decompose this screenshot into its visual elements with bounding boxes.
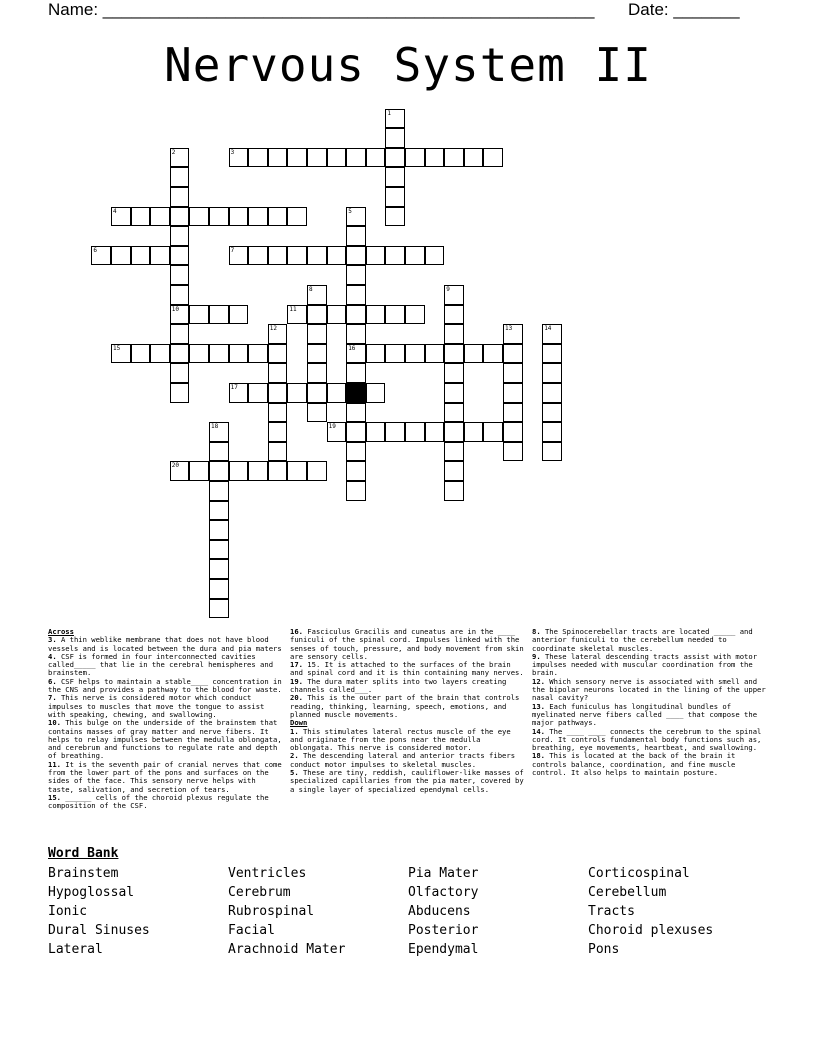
grid-cell[interactable] xyxy=(268,148,288,168)
grid-cell[interactable] xyxy=(209,501,229,521)
clue-label: 8. xyxy=(532,627,541,636)
grid-cell[interactable] xyxy=(268,363,288,383)
clues-heading: Across xyxy=(48,627,74,636)
grid-cell[interactable] xyxy=(425,422,445,442)
grid-cell[interactable] xyxy=(268,344,288,364)
grid-cell[interactable] xyxy=(91,246,111,266)
clues-column-1 xyxy=(48,628,284,811)
clue xyxy=(290,661,526,678)
clue-text: CSF helps to maintain a stable____ concentration in the CNS and provides a pathway to the blood for waste. xyxy=(48,676,282,695)
grid-cell[interactable] xyxy=(229,207,249,227)
grid-cell[interactable] xyxy=(307,148,327,168)
clue-number: 20 xyxy=(171,462,180,470)
grid-cell[interactable] xyxy=(307,285,327,305)
grid-cell[interactable] xyxy=(209,599,229,619)
grid-cell[interactable] xyxy=(209,461,229,481)
grid-cell[interactable] xyxy=(209,579,229,599)
grid-cell[interactable] xyxy=(542,403,562,423)
grid-cell[interactable] xyxy=(425,344,445,364)
word-bank-word: Olfactory xyxy=(408,885,479,900)
clue-text: This is the outer part of the brain that controls reading, thinking, learning, speech, emotions, and planned muscle movements. xyxy=(290,693,520,719)
word-bank-word: Arachnoid Mater xyxy=(228,942,346,957)
grid-cell[interactable] xyxy=(327,422,347,442)
puzzle-title: Nervous System II xyxy=(164,38,652,92)
grid-cell[interactable] xyxy=(268,246,288,266)
word-bank-word: Brainstem xyxy=(48,866,119,881)
clue-text: This is located at the back of the brain it controls balance, coordination, and fine muscle control. It also helps to maintain posture. xyxy=(532,751,736,778)
grid-cell[interactable] xyxy=(229,461,249,481)
clue-text: This stimulates lateral rectus muscle of the eye and originate from the pons near the medulla oblongata. This nerve is considered motor. xyxy=(290,726,511,753)
grid-cell[interactable] xyxy=(327,246,347,266)
clue xyxy=(48,678,284,695)
grid-cell[interactable] xyxy=(444,461,464,481)
grid-cell[interactable] xyxy=(150,344,170,364)
word-bank-word: Hypoglossal xyxy=(48,885,135,900)
clue-text: A thin weblike membrane that does not have blood vessels and is located between the dura and pia maters xyxy=(48,635,282,653)
clue xyxy=(48,636,284,653)
grid-cell[interactable] xyxy=(483,422,503,442)
word-bank-word: Cerebrum xyxy=(228,885,291,900)
grid-cell[interactable] xyxy=(385,148,405,168)
grid-cell[interactable] xyxy=(248,207,268,227)
clue-number: 4 xyxy=(113,207,117,215)
word-bank-word: Corticospinal xyxy=(588,866,690,881)
grid-cell[interactable] xyxy=(503,344,523,364)
grid-cell[interactable] xyxy=(170,265,190,285)
grid-cell[interactable] xyxy=(209,305,229,325)
clue-number: 2 xyxy=(171,148,176,156)
word-bank-word: Lateral xyxy=(48,942,103,957)
grid-cell[interactable] xyxy=(385,128,405,148)
grid-cell[interactable] xyxy=(385,422,405,442)
clue-number: 16 xyxy=(348,344,356,352)
grid-cell[interactable] xyxy=(209,481,229,501)
clue-label: 11. xyxy=(48,759,61,769)
clue-text: These lateral descending tracts assist with motor impulses needed with muscular coordination from the brain. xyxy=(532,651,758,678)
grid-cell[interactable] xyxy=(346,265,366,285)
grid-cell[interactable] xyxy=(346,442,366,462)
clue-label: 20. xyxy=(290,693,303,703)
grid-cell[interactable] xyxy=(170,226,190,246)
grid-cell[interactable] xyxy=(385,305,405,325)
grid-cell[interactable] xyxy=(366,344,386,364)
word-bank-word: Rubrospinal xyxy=(228,904,315,919)
clue xyxy=(290,752,526,769)
grid-cell[interactable] xyxy=(346,226,366,246)
grid-cell[interactable] xyxy=(385,246,405,266)
grid-cell[interactable] xyxy=(503,324,523,344)
grid-cell[interactable] xyxy=(307,305,327,325)
grid-cell[interactable] xyxy=(150,246,170,266)
grid-cell[interactable] xyxy=(248,383,268,403)
clue-number: 15 xyxy=(113,344,121,352)
clue-text: The dura mater splits into two layers creating channels called___. xyxy=(290,676,507,695)
grid-cell[interactable] xyxy=(405,246,425,266)
grid-cell[interactable] xyxy=(366,305,386,325)
grid-cell[interactable] xyxy=(268,442,288,462)
grid-cell[interactable] xyxy=(307,363,327,383)
clue-label: 19. xyxy=(290,676,303,686)
grid-cell[interactable] xyxy=(346,403,366,423)
clues-column-3 xyxy=(532,628,768,777)
word-bank-word: Ependymal xyxy=(408,942,479,957)
grid-cell[interactable] xyxy=(346,344,366,364)
clue xyxy=(48,719,284,760)
clue-label: 14. xyxy=(532,726,545,736)
grid-cell[interactable] xyxy=(464,422,484,442)
clue xyxy=(48,794,284,811)
grid-cell[interactable] xyxy=(209,207,229,227)
grid-cell[interactable] xyxy=(170,285,190,305)
grid-cell[interactable] xyxy=(268,324,288,344)
grid-cell[interactable] xyxy=(287,383,307,403)
grid-cell[interactable] xyxy=(131,246,151,266)
grid-cell[interactable] xyxy=(189,305,209,325)
grid-cell[interactable] xyxy=(209,442,229,462)
clue-label: 16. xyxy=(290,627,303,636)
clue-number: 14 xyxy=(544,325,552,333)
clue-number: 11 xyxy=(289,305,297,313)
grid-cell[interactable] xyxy=(209,540,229,560)
clue-number: 12 xyxy=(269,325,278,333)
grid-cell[interactable] xyxy=(209,422,229,442)
grid-cell[interactable] xyxy=(405,148,425,168)
date-field-label: Date: _______ xyxy=(628,0,740,19)
clue-number: 8 xyxy=(309,286,313,293)
clue-number: 13 xyxy=(505,325,513,333)
clue xyxy=(48,694,284,719)
grid-cell[interactable] xyxy=(483,344,503,364)
grid-cell[interactable] xyxy=(287,148,307,168)
clue-label: 7. xyxy=(48,693,57,703)
clue xyxy=(532,752,768,777)
clue-text: The ____ ____ connects the cerebrum to the spinal cord. It controls fundamental body functions such as, breathing, eye movements, heartbeat, and swallowing. xyxy=(532,726,762,753)
grid-cell[interactable] xyxy=(170,363,190,383)
clue-number: 3 xyxy=(230,148,235,156)
grid-cell[interactable] xyxy=(170,167,190,187)
grid-cell[interactable] xyxy=(444,285,464,305)
name-field-label: Name: ____________________________________________________ xyxy=(48,0,595,19)
grid-cell[interactable] xyxy=(366,246,386,266)
grid-cell[interactable] xyxy=(287,461,307,481)
grid-cell[interactable] xyxy=(209,344,229,364)
grid-cell[interactable] xyxy=(229,383,249,403)
clue xyxy=(290,728,526,753)
grid-cell[interactable] xyxy=(542,324,562,344)
clue-text: This bulge on the underside of the brainstem that contains masses of gray matter and nerve fibers. It helps to relay impulses between the medulla oblongata, and cerebrum and functions to regulate rate and depth of breathing. xyxy=(48,718,282,761)
grid-cell[interactable] xyxy=(385,187,405,207)
clue-number: 10 xyxy=(171,305,180,313)
grid-cell[interactable] xyxy=(307,324,327,344)
grid-cell[interactable] xyxy=(542,363,562,383)
grid-cell[interactable] xyxy=(346,363,366,383)
grid-cell[interactable] xyxy=(503,442,523,462)
clue-text: This nerve is considered motor which conduct impulses to muscles that move the tongue to assist with speaking, chewing, and swallowing. xyxy=(48,693,265,719)
grid-cell[interactable] xyxy=(229,344,249,364)
clue-number: 7 xyxy=(230,246,235,254)
clue xyxy=(532,678,768,703)
clue-label: 5. xyxy=(290,768,299,778)
grid-cell[interactable] xyxy=(268,403,288,423)
clue-label: 10. xyxy=(48,718,61,728)
grid-cell[interactable] xyxy=(366,148,386,168)
grid-cell[interactable] xyxy=(268,422,288,442)
grid-cell[interactable] xyxy=(503,383,523,403)
grid-cell[interactable] xyxy=(287,246,307,266)
grid-cell[interactable] xyxy=(248,344,268,364)
grid-cell[interactable] xyxy=(268,207,288,227)
grid-cell[interactable] xyxy=(444,324,464,344)
word-bank-word: Posterior xyxy=(408,923,479,938)
grid-cell[interactable] xyxy=(170,344,190,364)
clue-label: 9. xyxy=(532,651,541,661)
word-bank-word: Cerebellum xyxy=(588,885,667,900)
clue-text: 15. It is attached to the surfaces of the brain and spinal cord and it is thin containing many nerves. xyxy=(290,660,524,678)
grid-cell[interactable] xyxy=(385,344,405,364)
grid-cell[interactable] xyxy=(170,187,190,207)
word-bank-title: Word Bank xyxy=(48,846,119,861)
clue xyxy=(290,678,526,695)
grid-cell[interactable] xyxy=(346,461,366,481)
grid-cell[interactable] xyxy=(287,305,307,325)
grid-cell[interactable] xyxy=(385,207,405,227)
grid-cell[interactable] xyxy=(444,481,464,501)
grid-cell[interactable] xyxy=(346,481,366,501)
grid-cell[interactable] xyxy=(444,422,464,442)
grid-cell[interactable] xyxy=(405,344,425,364)
grid-cell[interactable] xyxy=(268,461,288,481)
clue-label: 12. xyxy=(532,676,545,686)
grid-cell[interactable] xyxy=(327,383,347,403)
grid-cell[interactable] xyxy=(503,363,523,383)
clue xyxy=(532,728,768,753)
clue xyxy=(48,653,284,678)
grid-cell[interactable] xyxy=(444,344,464,364)
grid-cell[interactable] xyxy=(444,383,464,403)
clue xyxy=(290,769,526,794)
grid-cell[interactable] xyxy=(131,207,151,227)
grid-cell[interactable] xyxy=(111,207,131,227)
black-square xyxy=(346,383,366,403)
clue-number: 17 xyxy=(230,384,238,391)
grid-cell[interactable] xyxy=(248,461,268,481)
clue-label: 2. xyxy=(290,751,299,761)
grid-cell[interactable] xyxy=(405,422,425,442)
clue-text: These are tiny, reddish, cauliflower-like masses of specialized capillaries from the pia mater, covered by a single layer of specialized ependymal cells. xyxy=(290,768,524,794)
grid-cell[interactable] xyxy=(131,344,151,364)
grid-cell[interactable] xyxy=(425,148,445,168)
grid-cell[interactable] xyxy=(307,383,327,403)
grid-cell[interactable] xyxy=(307,344,327,364)
word-bank-word: Ventricles xyxy=(228,866,307,881)
grid-cell[interactable] xyxy=(170,383,190,403)
grid-cell[interactable] xyxy=(111,246,131,266)
clue-label: 3. xyxy=(48,635,57,645)
grid-cell[interactable] xyxy=(229,148,249,168)
word-bank-word: Tracts xyxy=(588,904,635,919)
word-bank-word: Choroid plexuses xyxy=(588,923,714,938)
grid-cell[interactable] xyxy=(189,207,209,227)
clue-number: 5 xyxy=(348,207,352,215)
grid-cell[interactable] xyxy=(248,148,268,168)
grid-cell[interactable] xyxy=(150,207,170,227)
grid-cell[interactable] xyxy=(209,520,229,540)
grid-cell[interactable] xyxy=(464,344,484,364)
grid-cell[interactable] xyxy=(385,167,405,187)
grid-cell[interactable] xyxy=(542,442,562,462)
grid-cell[interactable] xyxy=(229,305,249,325)
clue xyxy=(290,628,526,661)
grid-cell[interactable] xyxy=(346,422,366,442)
clue-text: The descending lateral and anterior tracts fibers conduct motor impulses to skeletal muscles. xyxy=(290,751,516,769)
grid-cell[interactable] xyxy=(503,403,523,423)
grid-cell[interactable] xyxy=(346,324,366,344)
grid-cell[interactable] xyxy=(542,422,562,442)
grid-cell[interactable] xyxy=(444,442,464,462)
grid-cell[interactable] xyxy=(287,207,307,227)
grid-cell[interactable] xyxy=(542,344,562,364)
grid-cell[interactable] xyxy=(346,246,366,266)
grid-cell[interactable] xyxy=(405,305,425,325)
grid-cell[interactable] xyxy=(170,324,190,344)
grid-cell[interactable] xyxy=(346,148,366,168)
grid-cell[interactable] xyxy=(366,383,386,403)
grid-cell[interactable] xyxy=(444,148,464,168)
word-bank-word: Pia Mater xyxy=(408,866,479,881)
clue xyxy=(532,703,768,728)
grid-cell[interactable] xyxy=(464,148,484,168)
grid-cell[interactable] xyxy=(209,559,229,579)
grid-cell[interactable] xyxy=(385,109,405,129)
grid-cell[interactable] xyxy=(111,344,131,364)
clue-label: 1. xyxy=(290,726,299,736)
grid-cell[interactable] xyxy=(189,461,209,481)
clues-column-2 xyxy=(290,628,526,794)
grid-cell[interactable] xyxy=(170,305,190,325)
clue-label: 17. xyxy=(290,660,303,670)
clue-text: Fasciculus Gracilis and cuneatus are in the ____ funiculi of the spinal cord. Impulses linked with the senses of touch, pressure, and body movement from skin are sensory cells. xyxy=(290,627,524,661)
clue-number: 1 xyxy=(387,109,392,117)
grid-cell[interactable] xyxy=(444,403,464,423)
grid-cell[interactable] xyxy=(268,383,288,403)
grid-cell[interactable] xyxy=(170,461,190,481)
grid-cell[interactable] xyxy=(542,383,562,403)
grid-cell[interactable] xyxy=(483,148,503,168)
clue xyxy=(532,653,768,678)
grid-cell[interactable] xyxy=(327,305,347,325)
clue-number: 9 xyxy=(446,286,450,293)
clue-number: 19 xyxy=(328,423,336,431)
grid-cell[interactable] xyxy=(229,246,249,266)
grid-cell[interactable] xyxy=(346,285,366,305)
grid-cell[interactable] xyxy=(307,403,327,423)
grid-cell[interactable] xyxy=(170,246,190,266)
grid-cell[interactable] xyxy=(170,148,190,168)
word-bank-word: Ionic xyxy=(48,904,88,919)
grid-cell[interactable] xyxy=(425,246,445,266)
clue-text: Which sensory nerve is associated with smell and the bipolar neurons located in the lining of the upper nasal cavity? xyxy=(532,676,766,703)
grid-cell[interactable] xyxy=(444,305,464,325)
clue-label: 4. xyxy=(48,651,57,661)
clue-number: 6 xyxy=(93,246,98,254)
clue-text: It is the seventh pair of cranial nerves that come from the lower part of the pons and surfaces on the sides of the face. This sensory nerve helps with taste, salivation, and secretion of tears. xyxy=(48,759,282,794)
clue-text: Each funiculus has longitudinal bundles of myelinated nerve fibers called ____ that compose the major pathways. xyxy=(532,701,758,728)
clue-text: ______ cells of the choroid plexus regulate the composition of the CSF. xyxy=(48,792,269,811)
grid-cell[interactable] xyxy=(307,246,327,266)
clue-number: 18 xyxy=(211,423,219,431)
grid-cell[interactable] xyxy=(307,461,327,481)
word-bank-word: Pons xyxy=(588,942,620,957)
clue xyxy=(48,761,284,794)
clue xyxy=(290,694,526,719)
clue-label: 18. xyxy=(532,751,545,761)
grid-cell[interactable] xyxy=(248,246,268,266)
clues-heading: Down xyxy=(290,718,308,728)
grid-cell[interactable] xyxy=(366,422,386,442)
clue-label: 6. xyxy=(48,676,57,686)
clue-label: 15. xyxy=(48,792,61,802)
word-bank-word: Facial xyxy=(228,923,275,938)
clue xyxy=(532,628,768,653)
clue-label: 13. xyxy=(532,701,545,711)
grid-cell[interactable] xyxy=(503,422,523,442)
grid-cell[interactable] xyxy=(170,207,190,227)
grid-cell[interactable] xyxy=(346,207,366,227)
grid-cell[interactable] xyxy=(327,148,347,168)
clue-text: CSF is formed in four interconnected cavities called_____ that lie in the cerebral hemispheres and brainstem. xyxy=(48,651,274,678)
grid-cell[interactable] xyxy=(346,305,366,325)
word-bank-word: Dural Sinuses xyxy=(48,923,150,938)
clue-text: The Spinocerebellar tracts are located _____ and anterior funiculi to the cerebellum needed to coordinate skeletal muscles. xyxy=(532,627,753,653)
grid-cell[interactable] xyxy=(444,363,464,383)
grid-cell[interactable] xyxy=(189,344,209,364)
word-bank-word: Abducens xyxy=(408,904,471,919)
